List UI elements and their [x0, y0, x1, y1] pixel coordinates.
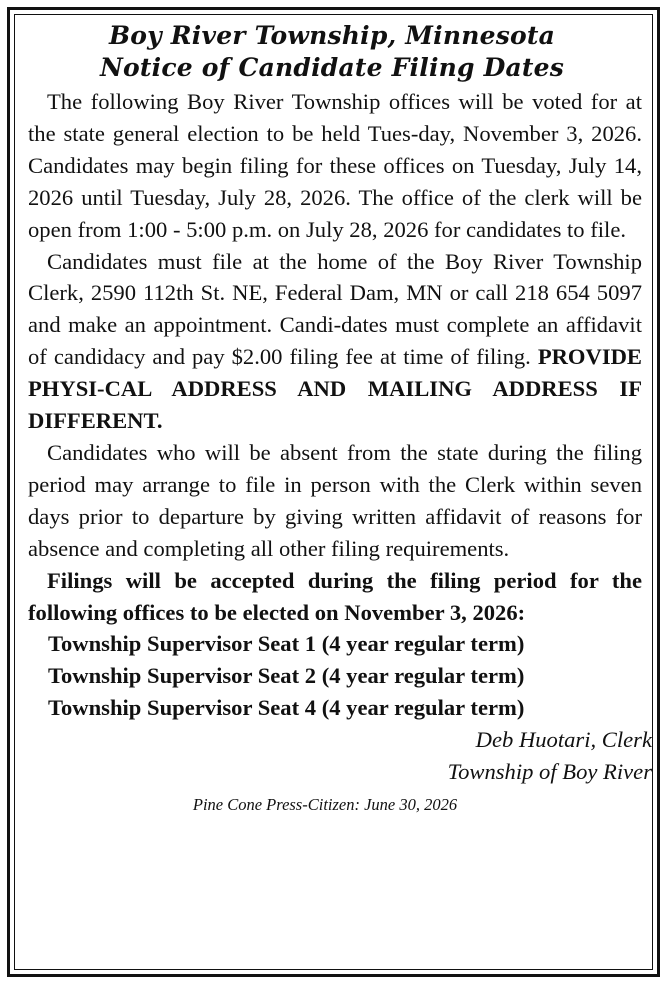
address-requirement: PROVIDE PHYSI-CAL ADDRESS AND MAILING ADDRESS IF DIFFERENT. [28, 344, 642, 434]
filing-location-text: Candidates must file at the home of the Boy River Township Clerk, 2590 112th St. NE, Federal Dam, MN or call 218 654 5097 and make an appointment. Candi-dates must complete an affidavit of candidacy and pay $2.00 filing fee at time of filing. [28, 248, 642, 370]
notice-title [22, 20, 642, 84]
seat-list [26, 628, 642, 724]
paragraph-absent-candidates: Candidates who will be absent from the state during the filing period may arrange to file in person with the Clerk within seven days prior to departure by giving written affidavit of reasons for absence and completing all other filing requirements. [28, 439, 642, 561]
paragraph-filing-location [28, 246, 642, 437]
paragraph-filings-accepted: Filings will be accepted during the filing period for the following offices to be elected on November 3, 2026: [28, 567, 642, 625]
seat-item: Township Supervisor Seat 2 (4 year regular term) [48, 663, 525, 689]
title-line-2: Notice of Candidate Filing Dates [99, 53, 565, 82]
title-line-1: Boy River Township, Minnesota [108, 21, 556, 50]
paragraph-offices: The following Boy River Township offices will be voted for at the state general election to be held Tues-day, November 3, 2026. Candidates may begin filing for these offices on Tuesday, July 14, 2026 until Tuesday, July 28, 2026. The office of the clerk will be open from 1:00 - 5:00 p.m. on July 28, 2026 for candidates to file. [28, 89, 642, 242]
signature-name: Deb Huotari, Clerk [475, 727, 652, 753]
legal-notice [28, 20, 652, 816]
signature-organization: Township of Boy River [447, 759, 652, 785]
seat-item: Township Supervisor Seat 1 (4 year regular term) [48, 631, 525, 657]
publication-line: Pine Cone Press-Citizen: June 30, 2026 [192, 794, 458, 814]
seat-item: Township Supervisor Seat 4 (4 year regular term) [48, 695, 525, 721]
